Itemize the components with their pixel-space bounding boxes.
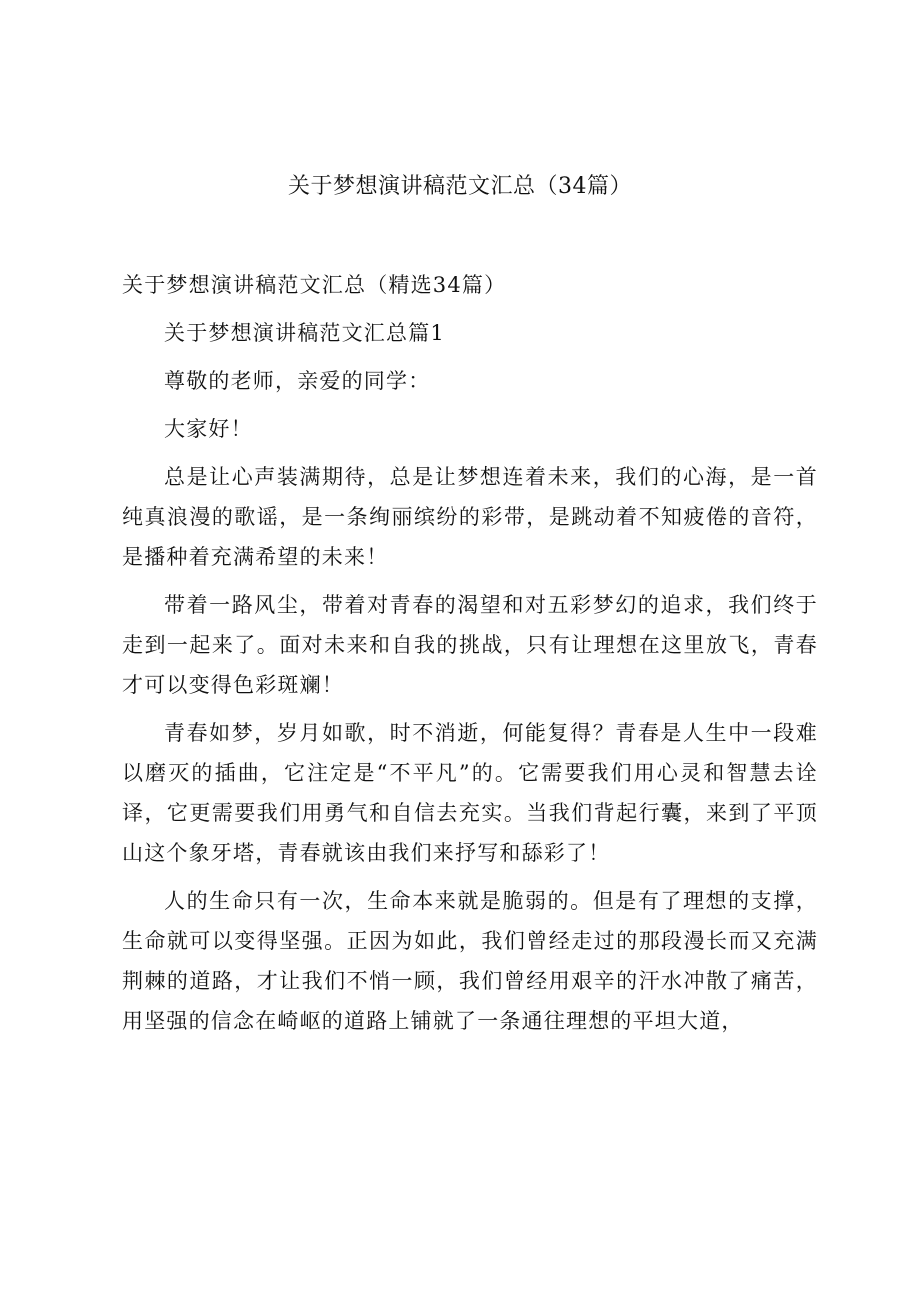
paragraph: 带着一路风尘，带着对青春的渴望和对五彩梦幻的追求，我们终于走到一起来了。面对未来和自我的挑战，只有让理想在这里放飞，青春才可以变得色彩斑斓！ <box>122 593 818 697</box>
greeting: 大家好！ <box>164 417 253 441</box>
document-title: 关于梦想演讲稿范文汇总（34篇） <box>288 174 632 199</box>
salutation: 尊敬的老师，亲爱的同学： <box>164 369 431 393</box>
paragraph: 人的生命只有一次，生命本来就是脆弱的。但是有了理想的支撑，生命就可以变得坚强。正因为如此，我们曾经走过的那段漫长而又充满荆棘的道路，才让我们不悄一顾，我们曾经用艰辛的汗水冲散了痛苦，用坚强的信念在崎岖的道路上铺就了一条通往理想的平坦大道， <box>122 889 818 1033</box>
document-body <box>122 265 818 1049</box>
section-heading: 关于梦想演讲稿范文汇总篇1 <box>164 321 445 345</box>
document-subtitle: 关于梦想演讲稿范文汇总（精选34篇） <box>122 273 507 297</box>
paragraph: 总是让心声装满期待，总是让梦想连着未来，我们的心海，是一首纯真浪漫的歌谣，是一条绚丽缤纷的彩带，是跳动着不知疲倦的音符，是播种着充满希望的未来！ <box>122 465 818 569</box>
paragraph: 青春如梦，岁月如歌，时不消逝，何能复得？青春是人生中一段难以磨灭的插曲，它注定是“不平凡”的。它需要我们用心灵和智慧去诠译，它更需要我们用勇气和自信去充实。当我们背起行囊，来到了平顶山这个象牙塔，青春就该由我们来抒写和舔彩了！ <box>122 721 818 865</box>
